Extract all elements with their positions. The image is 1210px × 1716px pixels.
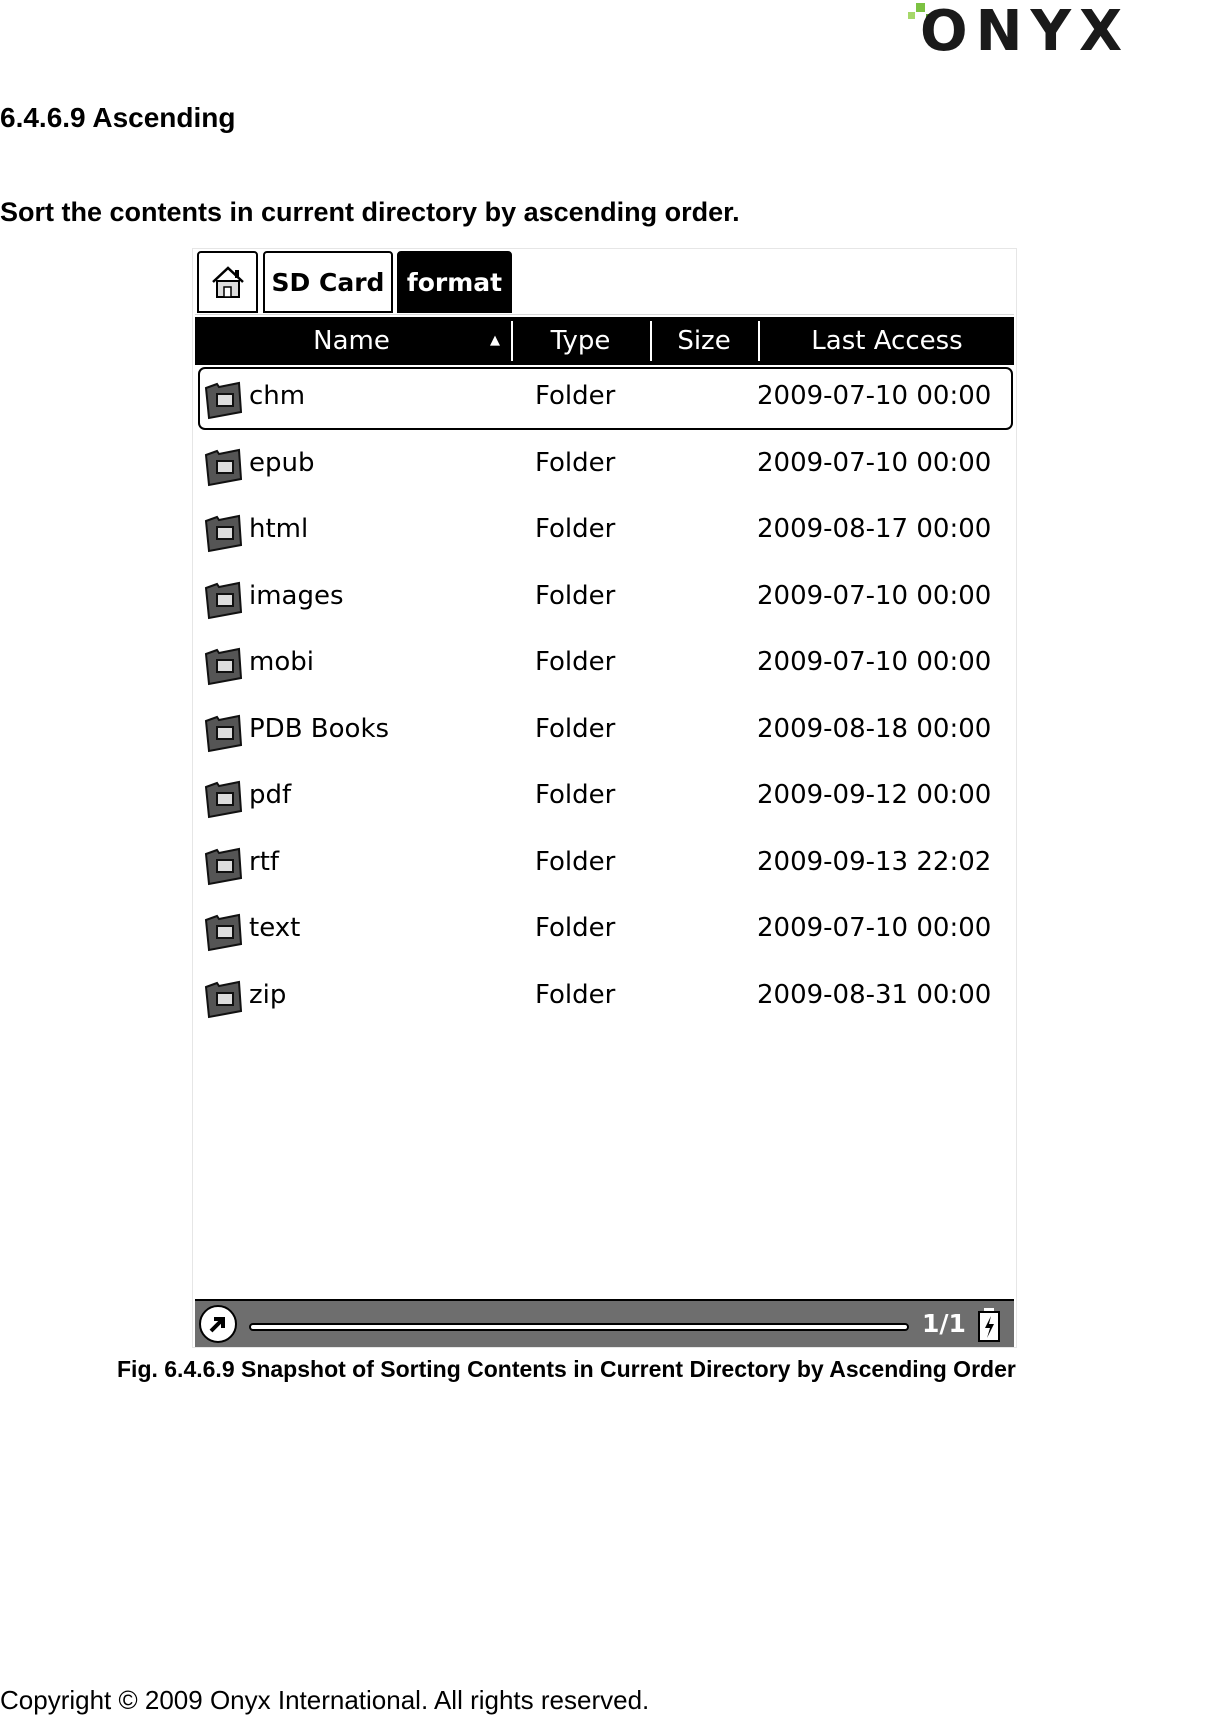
section-heading: 6.4.6.9 Ascending: [0, 102, 236, 133]
list-item[interactable]: [195, 567, 1014, 634]
item-type: Folder: [535, 780, 616, 810]
item-last-access: 2009-07-10 00:00: [757, 580, 992, 611]
breadcrumb-format[interactable]: format: [397, 251, 512, 313]
item-type: Folder: [535, 447, 616, 478]
item-type: Folder: [535, 514, 616, 544]
battery-icon: [977, 1307, 1001, 1343]
copyright-footer: Copyright © 2009 Onyx International. All rights reserved.: [0, 1685, 650, 1715]
item-name: html: [249, 514, 309, 544]
status-bar: [195, 1299, 1014, 1347]
item-last-access: 2009-07-10 00:00: [757, 647, 992, 677]
column-name-label: Name: [313, 326, 390, 356]
item-last-access: 2009-08-18 00:00: [757, 713, 992, 744]
list-item[interactable]: [195, 700, 1014, 767]
list-item[interactable]: [195, 833, 1014, 900]
breadcrumb-sd-card[interactable]: SD Card: [263, 251, 393, 313]
item-last-access: 2009-09-13 22:02: [757, 846, 992, 877]
item-last-access: 2009-07-10 00:00: [757, 381, 992, 411]
item-type: Folder: [535, 381, 616, 411]
item-name: PDB Books: [249, 713, 390, 744]
item-name: images: [249, 580, 344, 611]
item-name: text: [249, 913, 301, 943]
arrow-menu-icon: [201, 1307, 235, 1341]
folder-icon: [203, 910, 245, 952]
column-type[interactable]: Type: [511, 321, 648, 361]
item-name: rtf: [249, 846, 280, 877]
folder-icon: [203, 445, 245, 487]
folder-icon: [203, 511, 245, 553]
list-item[interactable]: [195, 434, 1014, 501]
folder-icon: [203, 644, 245, 686]
folder-icon: [203, 378, 245, 420]
list-item[interactable]: [195, 899, 1014, 966]
item-type: Folder: [535, 647, 616, 677]
item-last-access: 2009-07-10 00:00: [757, 913, 992, 943]
folder-icon: [203, 977, 245, 1019]
list-item[interactable]: [195, 966, 1014, 1033]
item-name: zip: [249, 979, 287, 1010]
item-name: chm: [249, 381, 306, 411]
sort-ascending-icon: ▲: [490, 333, 500, 348]
column-last-access[interactable]: Last Access: [758, 321, 1014, 361]
list-item[interactable]: [195, 766, 1014, 833]
list-item[interactable]: [195, 500, 1014, 567]
page-indicator: 1/1: [922, 1309, 966, 1338]
column-size[interactable]: Size: [650, 321, 756, 361]
item-last-access: 2009-09-12 00:00: [757, 780, 992, 810]
item-last-access: 2009-08-31 00:00: [757, 979, 992, 1010]
folder-icon: [203, 578, 245, 620]
item-type: Folder: [535, 846, 616, 877]
home-button[interactable]: [197, 251, 258, 313]
progress-bar: [249, 1323, 909, 1331]
column-name[interactable]: [195, 321, 508, 361]
column-header: [195, 317, 1014, 365]
folder-icon: [203, 711, 245, 753]
svg-text:ONYX: ONYX: [920, 0, 1131, 58]
file-list: [195, 367, 1014, 1032]
item-type: Folder: [535, 580, 616, 611]
home-icon: [209, 263, 247, 301]
item-last-access: 2009-07-10 00:00: [757, 447, 992, 478]
item-name: pdf: [249, 780, 292, 810]
folder-icon: [203, 844, 245, 886]
breadcrumb: [195, 251, 1014, 315]
item-type: Folder: [535, 713, 616, 744]
onyx-logo: [900, 0, 1210, 58]
item-name: mobi: [249, 647, 314, 677]
item-type: Folder: [535, 913, 616, 943]
item-name: epub: [249, 447, 315, 478]
item-type: Folder: [535, 979, 616, 1010]
menu-button[interactable]: [199, 1305, 237, 1343]
item-last-access: 2009-08-17 00:00: [757, 514, 992, 544]
figure-caption: Fig. 6.4.6.9 Snapshot of Sorting Contents in Current Directory by Ascending Order: [117, 1356, 1016, 1382]
intro-text: Sort the contents in current directory by ascending order.: [0, 197, 740, 227]
folder-icon: [203, 777, 245, 819]
list-item[interactable]: [195, 633, 1014, 700]
file-browser-screenshot: [192, 248, 1017, 1348]
list-item[interactable]: [195, 367, 1014, 434]
